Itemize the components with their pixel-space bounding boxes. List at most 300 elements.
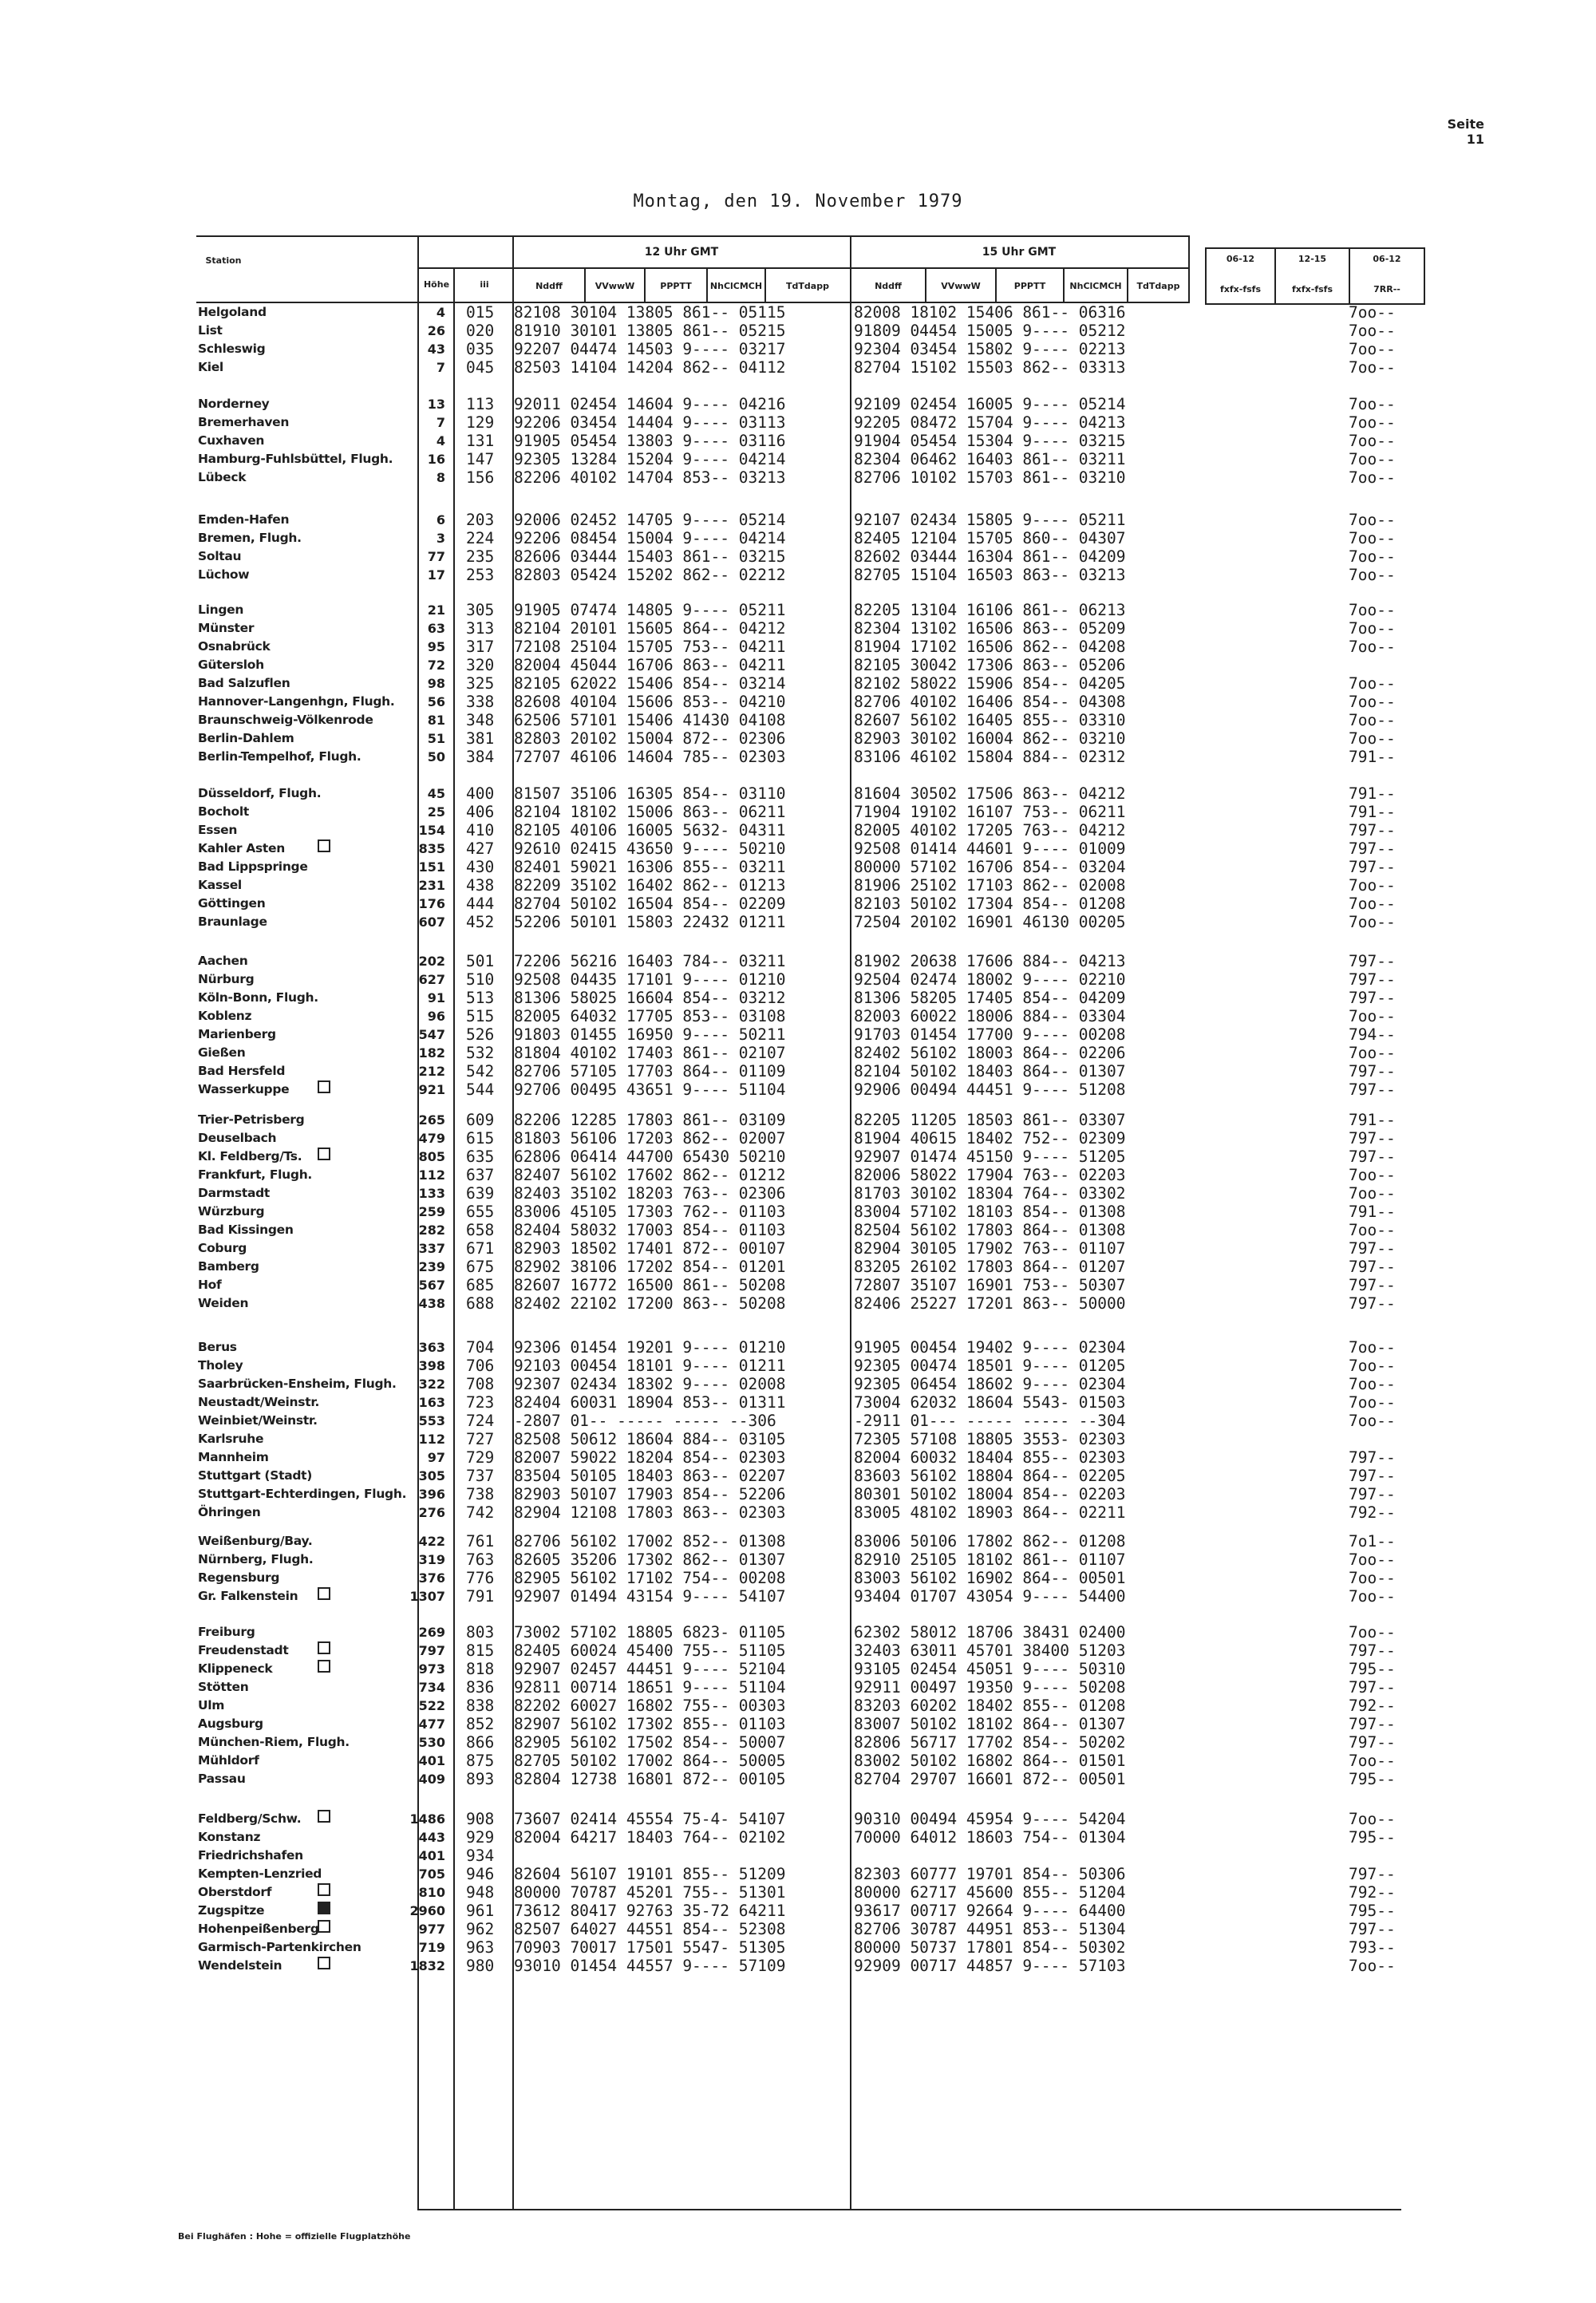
obs-12-gmt: 82206 12285 17803 861-- 03109: [514, 1111, 786, 1129]
obs-period-code: 7oo--: [1349, 674, 1396, 693]
obs-12-gmt: 72206 56216 16403 784-- 03211: [514, 952, 786, 970]
station-row: [0, 1080, 1596, 1099]
obs-period-code: 797--: [1349, 989, 1396, 1007]
obs-12-gmt: 72707 46106 14604 785-- 02303: [514, 748, 786, 766]
obs-period-code: 7oo--: [1349, 1166, 1396, 1184]
station-height: 98: [427, 676, 445, 691]
station-id: 015: [466, 303, 495, 322]
station-name: Berus: [198, 1340, 237, 1354]
station-id: 320: [466, 656, 495, 674]
station-row: [0, 1865, 1596, 1883]
station-group: [0, 1810, 1596, 1975]
station-name: Osnabrück: [198, 639, 271, 654]
obs-12-gmt: 82005 64032 17705 853-- 03108: [514, 1007, 786, 1025]
station-height: 202: [418, 954, 445, 969]
station-id: 526: [466, 1025, 495, 1044]
station-row: [0, 547, 1596, 566]
station-height: 56: [427, 694, 445, 709]
header-15-nddff: Nddff: [875, 281, 902, 291]
station-height: 16: [427, 452, 445, 467]
obs-period-code: 793--: [1349, 1938, 1396, 1957]
obs-period-code: 7oo--: [1349, 895, 1396, 913]
obs-12-gmt: 92907 02457 44451 9---- 52104: [514, 1660, 786, 1678]
station-row: [0, 1733, 1596, 1752]
station-name: Gütersloh: [198, 658, 264, 672]
header-12-dew: TdTdapp: [786, 281, 829, 291]
station-height: 1307: [409, 1589, 445, 1604]
station-height: 401: [418, 1753, 445, 1768]
station-name: Nürburg: [198, 972, 255, 986]
station-height: 835: [418, 841, 445, 856]
station-id: 671: [466, 1239, 495, 1258]
station-name: Passau: [198, 1772, 246, 1786]
station-height: 1832: [409, 1958, 445, 1973]
obs-12-gmt: 91905 05454 13803 9---- 03116: [514, 432, 786, 450]
station-height: 4: [436, 305, 445, 320]
obs-12-gmt: 83006 45105 17303 762-- 01103: [514, 1203, 786, 1221]
obs-15-gmt: 92508 01414 44601 9---- 01009: [854, 839, 1126, 858]
station-height: 212: [418, 1064, 445, 1079]
obs-period-code: 795--: [1349, 1828, 1396, 1847]
obs-period-code: 7oo--: [1349, 450, 1396, 468]
station-id: 313: [466, 619, 495, 638]
station-name: Konstanz: [198, 1830, 261, 1844]
obs-12-gmt: 82104 20101 15605 864-- 04212: [514, 619, 786, 638]
obs-12-gmt: 82606 03444 15403 861-- 03215: [514, 547, 786, 566]
obs-12-gmt: 82902 38106 17202 854-- 01201: [514, 1258, 786, 1276]
station-name: Kempten-Lenzried: [198, 1866, 322, 1881]
obs-15-gmt: 82706 40102 16406 854-- 04308: [854, 693, 1126, 711]
station-name: Stuttgart-Echterdingen, Flugh.: [198, 1487, 407, 1501]
station-height: 797: [418, 1643, 445, 1658]
station-id: 427: [466, 839, 495, 858]
obs-12-gmt: 82202 60027 16802 755-- 00303: [514, 1697, 786, 1715]
station-name: Emden-Hafen: [198, 512, 290, 527]
station-height: 422: [418, 1534, 445, 1549]
obs-15-gmt: 82602 03444 16304 861-- 04209: [854, 547, 1126, 566]
obs-15-gmt: 82008 18102 15406 861-- 06316: [854, 303, 1126, 322]
station-height: 239: [418, 1259, 445, 1274]
station-id: 609: [466, 1111, 495, 1129]
station-id: 317: [466, 638, 495, 656]
station-height: 530: [418, 1735, 445, 1750]
station-id: 875: [466, 1752, 495, 1770]
obs-period-code: 797--: [1349, 1865, 1396, 1883]
station-id: 658: [466, 1221, 495, 1239]
station-name: Bremerhaven: [198, 415, 290, 429]
obs-12-gmt: 92706 00495 43651 9---- 51104: [514, 1080, 786, 1099]
station-id: 501: [466, 952, 495, 970]
station-height: 17: [427, 567, 445, 583]
station-row: [0, 358, 1596, 377]
station-id: 532: [466, 1044, 495, 1062]
obs-12-gmt: 92307 02434 18302 9---- 02008: [514, 1375, 786, 1393]
obs-12-gmt: 82904 12108 17803 863-- 02303: [514, 1503, 786, 1522]
station-id: 962: [466, 1920, 495, 1938]
header-period-3: 06-12: [1373, 254, 1401, 264]
obs-period-code: 797--: [1349, 970, 1396, 989]
station-row: [0, 748, 1596, 766]
station-height: 176: [418, 896, 445, 911]
station-row: [0, 1752, 1596, 1770]
station-group: [0, 784, 1596, 931]
station-height: 26: [427, 323, 445, 338]
station-height: 921: [418, 1082, 445, 1097]
station-row: [0, 619, 1596, 638]
station-height: 151: [418, 859, 445, 875]
obs-15-gmt: 82304 13102 16506 863-- 05209: [854, 619, 1126, 638]
station-id: 727: [466, 1430, 495, 1448]
obs-12-gmt: 82206 40102 14704 853-- 03213: [514, 468, 786, 487]
station-row: [0, 1957, 1596, 1975]
obs-12-gmt: 92207 04474 14503 9---- 03217: [514, 340, 786, 358]
station-row: [0, 1467, 1596, 1485]
obs-period-code: 7oo--: [1349, 1569, 1396, 1587]
station-group: [0, 511, 1596, 584]
col-divider-end: [1188, 235, 1190, 303]
station-name: List: [198, 323, 223, 338]
station-height: 182: [418, 1045, 445, 1061]
obs-period-code: 7oo--: [1349, 566, 1396, 584]
obs-period-code: 797--: [1349, 1258, 1396, 1276]
obs-12-gmt: 73607 02414 45554 75-4- 54107: [514, 1810, 786, 1828]
station-name: Norderney: [198, 397, 270, 411]
obs-15-gmt: 80000 50737 17801 854-- 50302: [854, 1938, 1126, 1957]
obs-12-gmt: 81910 30101 13805 861-- 05215: [514, 322, 786, 340]
obs-period-code: 7oo--: [1349, 322, 1396, 340]
station-id: 325: [466, 674, 495, 693]
obs-15-gmt: 91809 04454 15005 9---- 05212: [854, 322, 1126, 340]
station-name: Hohenpeißenberg: [198, 1922, 319, 1936]
station-name: Zugspitze: [198, 1903, 265, 1918]
obs-12-gmt: 82903 18502 17401 872-- 00107: [514, 1239, 786, 1258]
station-id: 381: [466, 729, 495, 748]
obs-15-gmt: 82607 56102 16405 855-- 03310: [854, 711, 1126, 729]
station-row: [0, 1715, 1596, 1733]
obs-period-code: 797--: [1349, 839, 1396, 858]
obs-15-gmt: 91904 05454 15304 9---- 03215: [854, 432, 1126, 450]
station-id: 791: [466, 1587, 495, 1606]
obs-15-gmt: 82406 25227 17201 863-- 50000: [854, 1294, 1126, 1313]
station-id: 655: [466, 1203, 495, 1221]
header-mid-line: [417, 267, 1188, 269]
obs-period-code: 797--: [1349, 1920, 1396, 1938]
station-height: 322: [418, 1377, 445, 1392]
station-id: 706: [466, 1357, 495, 1375]
station-height: 805: [418, 1149, 445, 1164]
obs-15-gmt: 82006 58022 17904 763-- 02203: [854, 1166, 1126, 1184]
station-row: [0, 303, 1596, 322]
obs-12-gmt: 92306 01454 19201 9---- 01210: [514, 1338, 786, 1357]
station-row: [0, 674, 1596, 693]
obs-15-gmt: 83006 50106 17802 862-- 01208: [854, 1532, 1126, 1550]
station-height: 21: [427, 602, 445, 618]
obs-period-code: 7oo--: [1349, 1412, 1396, 1430]
station-id: 761: [466, 1532, 495, 1550]
footer-line: [417, 2209, 1401, 2210]
obs-15-gmt: 82704 15102 15503 862-- 03313: [854, 358, 1126, 377]
station-id: 305: [466, 601, 495, 619]
station-id: 131: [466, 432, 495, 450]
obs-15-gmt: 82105 30042 17306 863-- 05206: [854, 656, 1126, 674]
square-icon: [318, 1641, 334, 1651]
obs-15-gmt: 92205 08472 15704 9---- 04213: [854, 413, 1126, 432]
station-name: Hamburg-Fuhlsbüttel, Flugh.: [198, 452, 393, 466]
obs-15-gmt: 83205 26102 17803 864-- 01207: [854, 1258, 1126, 1276]
station-id: 738: [466, 1485, 495, 1503]
obs-15-gmt: 81902 20638 17606 884-- 04213: [854, 952, 1126, 970]
station-row: [0, 1810, 1596, 1828]
obs-15-gmt: 92305 00474 18501 9---- 01205: [854, 1357, 1126, 1375]
station-row: [0, 1221, 1596, 1239]
station-name: Saarbrücken-Ensheim, Flugh.: [198, 1377, 397, 1391]
station-row: [0, 1920, 1596, 1938]
station-name: München-Riem, Flugh.: [198, 1735, 350, 1749]
obs-period-code: 7oo--: [1349, 1393, 1396, 1412]
station-row: [0, 1938, 1596, 1957]
station-id: 515: [466, 1007, 495, 1025]
station-row: [0, 1430, 1596, 1448]
obs-12-gmt: 92206 08454 15004 9---- 04214: [514, 529, 786, 547]
obs-period-code: 7oo--: [1349, 693, 1396, 711]
station-name: Braunlage: [198, 914, 267, 929]
station-name: Soltau: [198, 549, 242, 563]
header-period-1-sub: fxfx-fsfs: [1220, 284, 1261, 294]
obs-12-gmt: 70903 70017 17501 5547- 51305: [514, 1938, 786, 1957]
obs-15-gmt: 83106 46102 15804 884-- 02312: [854, 748, 1126, 766]
obs-15-gmt: 80000 62717 45600 855-- 51204: [854, 1883, 1126, 1902]
station-height: 2960: [409, 1903, 445, 1918]
station-height: 81: [427, 713, 445, 728]
station-name: Garmisch-Partenkirchen: [198, 1940, 361, 1954]
station-id: 542: [466, 1062, 495, 1080]
station-name: Klippeneck: [198, 1661, 273, 1676]
header-period-2-sub: fxfx-fsfs: [1292, 284, 1333, 294]
obs-12-gmt: 82404 60031 18904 853-- 01311: [514, 1393, 786, 1412]
station-height: 376: [418, 1570, 445, 1586]
station-height: 63: [427, 621, 445, 636]
station-height: 337: [418, 1241, 445, 1256]
obs-15-gmt: 93617 00717 92664 9---- 64400: [854, 1902, 1126, 1920]
station-row: [0, 1258, 1596, 1276]
obs-15-gmt: 81306 58205 17405 854-- 04209: [854, 989, 1126, 1007]
station-row: [0, 1828, 1596, 1847]
obs-period-code: 795--: [1349, 1660, 1396, 1678]
station-group: [0, 303, 1596, 377]
obs-period-code: 792--: [1349, 1503, 1396, 1522]
station-id: 156: [466, 468, 495, 487]
obs-15-gmt: 70000 64012 18603 754-- 01304: [854, 1828, 1126, 1847]
station-id: 934: [466, 1847, 495, 1865]
page-number: Seite 11: [1447, 117, 1484, 147]
obs-period-code: 797--: [1349, 1715, 1396, 1733]
station-group: [0, 1532, 1596, 1606]
station-id: 708: [466, 1375, 495, 1393]
station-name: Feldberg/Schw.: [198, 1811, 302, 1826]
obs-period-code: 791--: [1349, 803, 1396, 821]
header-top-line: [196, 235, 1188, 237]
station-row: [0, 340, 1596, 358]
station-row: [0, 1532, 1596, 1550]
station-height: 112: [418, 1432, 445, 1447]
header-12-ppptt: PPPTT: [660, 281, 692, 291]
station-row: [0, 1847, 1596, 1865]
station-row: [0, 858, 1596, 876]
station-name: Bad Hersfeld: [198, 1064, 286, 1078]
station-height: 477: [418, 1716, 445, 1732]
station-row: [0, 656, 1596, 674]
obs-15-gmt: 82103 50102 17304 854-- 01208: [854, 895, 1126, 913]
obs-15-gmt: 92107 02434 15805 9---- 05211: [854, 511, 1126, 529]
obs-12-gmt: 82804 12738 16801 872-- 00105: [514, 1770, 786, 1788]
station-row: [0, 1375, 1596, 1393]
station-row: [0, 1641, 1596, 1660]
obs-period-code: 797--: [1349, 1129, 1396, 1148]
station-id: 444: [466, 895, 495, 913]
station-id: 544: [466, 1080, 495, 1099]
station-id: 510: [466, 970, 495, 989]
station-row: [0, 413, 1596, 432]
header-15-gmt: 15 Uhr GMT: [982, 246, 1057, 259]
obs-12-gmt: 92508 04435 17101 9---- 01210: [514, 970, 786, 989]
station-id: 763: [466, 1550, 495, 1569]
station-name: Kassel: [198, 878, 242, 892]
station-id: 675: [466, 1258, 495, 1276]
obs-12-gmt: 81507 35106 16305 854-- 03110: [514, 784, 786, 803]
obs-15-gmt: 82704 29707 16601 872-- 00501: [854, 1770, 1126, 1788]
obs-15-gmt: 82304 06462 16403 861-- 03211: [854, 450, 1126, 468]
obs-15-gmt: 82903 30102 16004 862-- 03210: [854, 729, 1126, 748]
station-id: 348: [466, 711, 495, 729]
station-id: 235: [466, 547, 495, 566]
obs-period-code: 7oo--: [1349, 395, 1396, 413]
station-name: Stötten: [198, 1680, 249, 1694]
obs-12-gmt: 82903 50107 17903 854-- 52206: [514, 1485, 786, 1503]
obs-period-code: 792--: [1349, 1883, 1396, 1902]
obs-15-gmt: 32403 63011 45701 38400 51203: [854, 1641, 1126, 1660]
obs-12-gmt: 82108 30104 13805 861-- 05115: [514, 303, 786, 322]
station-row: [0, 1294, 1596, 1313]
station-height: 479: [418, 1131, 445, 1146]
station-id: 410: [466, 821, 495, 839]
obs-12-gmt: 92103 00454 18101 9---- 01211: [514, 1357, 786, 1375]
station-id: 742: [466, 1503, 495, 1522]
station-name: Bad Lippspringe: [198, 859, 308, 874]
obs-period-code: 7oo--: [1349, 547, 1396, 566]
station-name: Neustadt/Weinstr.: [198, 1395, 320, 1409]
station-id: 438: [466, 876, 495, 895]
station-row: [0, 1203, 1596, 1221]
station-height: 973: [418, 1661, 445, 1677]
obs-12-gmt: 82209 35102 16402 862-- 01213: [514, 876, 786, 895]
station-row: [0, 1550, 1596, 1569]
obs-period-code: 7oo--: [1349, 1957, 1396, 1975]
station-height: 97: [427, 1450, 445, 1465]
obs-15-gmt: 83003 56102 16902 864-- 00501: [854, 1569, 1126, 1587]
header-station: Station: [205, 255, 242, 266]
station-height: 51: [427, 731, 445, 746]
station-row: [0, 1485, 1596, 1503]
station-row: [0, 1902, 1596, 1920]
obs-15-gmt: 92305 06454 18602 9---- 02304: [854, 1375, 1126, 1393]
obs-15-gmt: 82706 30787 44951 853-- 51304: [854, 1920, 1126, 1938]
obs-15-gmt: 83007 50102 18102 864-- 01307: [854, 1715, 1126, 1733]
station-row: [0, 566, 1596, 584]
obs-15-gmt: 93404 01707 43054 9---- 54400: [854, 1587, 1126, 1606]
obs-period-code: 7oo--: [1349, 729, 1396, 748]
station-name: Kahler Asten: [198, 841, 285, 855]
station-id: 815: [466, 1641, 495, 1660]
station-row: [0, 803, 1596, 821]
station-id: 704: [466, 1338, 495, 1357]
obs-15-gmt: 62302 58012 18706 38431 02400: [854, 1623, 1126, 1641]
station-group: [0, 952, 1596, 1099]
station-height: 977: [418, 1922, 445, 1937]
station-name: Wasserkuppe: [198, 1082, 290, 1096]
station-row: [0, 839, 1596, 858]
station-height: 6: [436, 512, 445, 527]
obs-12-gmt: 82907 56102 17302 855-- 01103: [514, 1715, 786, 1733]
filled-square-icon: [318, 1902, 334, 1911]
station-id: 893: [466, 1770, 495, 1788]
station-id: 980: [466, 1957, 495, 1975]
station-row: [0, 1569, 1596, 1587]
station-name: Kiel: [198, 360, 223, 374]
station-id: 203: [466, 511, 495, 529]
obs-12-gmt: -2807 01-- ----- ----- --306: [514, 1412, 776, 1430]
obs-12-gmt: 82704 50102 16504 854-- 02209: [514, 895, 786, 913]
obs-12-gmt: 82803 05424 15202 862-- 02212: [514, 566, 786, 584]
obs-period-code: 7oo--: [1349, 1357, 1396, 1375]
header-period-2: 12-15: [1298, 254, 1327, 264]
station-row: [0, 1623, 1596, 1641]
obs-15-gmt: 81906 25102 17103 862-- 02008: [854, 876, 1126, 895]
obs-period-code: 797--: [1349, 1733, 1396, 1752]
station-height: 91: [427, 990, 445, 1005]
station-name: Ulm: [198, 1698, 225, 1712]
station-height: 13: [427, 397, 445, 412]
station-height: 231: [418, 878, 445, 893]
obs-period-code: 797--: [1349, 1080, 1396, 1099]
report-date: Montag, den 19. November 1979: [633, 192, 963, 211]
obs-15-gmt: 92911 00497 19350 9---- 50208: [854, 1678, 1126, 1697]
obs-12-gmt: 82004 64217 18403 764-- 02102: [514, 1828, 786, 1847]
station-height: 4: [436, 433, 445, 448]
station-group: [0, 1111, 1596, 1313]
station-name: Bamberg: [198, 1259, 259, 1274]
station-name: Schleswig: [198, 342, 266, 356]
station-row: [0, 1044, 1596, 1062]
station-height: 96: [427, 1009, 445, 1024]
station-height: 522: [418, 1698, 445, 1713]
station-height: 567: [418, 1278, 445, 1293]
obs-period-code: 7oo--: [1349, 358, 1396, 377]
station-name: Hannover-Langenhgn, Flugh.: [198, 694, 395, 709]
obs-15-gmt: 92907 01474 45150 9---- 51205: [854, 1148, 1126, 1166]
obs-12-gmt: 82905 56102 17502 854-- 50007: [514, 1733, 786, 1752]
station-row: [0, 821, 1596, 839]
periods-top-line: [1205, 247, 1425, 249]
obs-period-code: 7oo--: [1349, 1338, 1396, 1357]
periods-right: [1424, 247, 1425, 303]
station-name: Helgoland: [198, 305, 267, 319]
station-row: [0, 952, 1596, 970]
station-row: [0, 1393, 1596, 1412]
obs-period-code: 7oo--: [1349, 638, 1396, 656]
square-icon: [318, 1957, 334, 1966]
obs-period-code: 7oo--: [1349, 1007, 1396, 1025]
obs-12-gmt: 52206 50101 15803 22432 01211: [514, 913, 786, 931]
